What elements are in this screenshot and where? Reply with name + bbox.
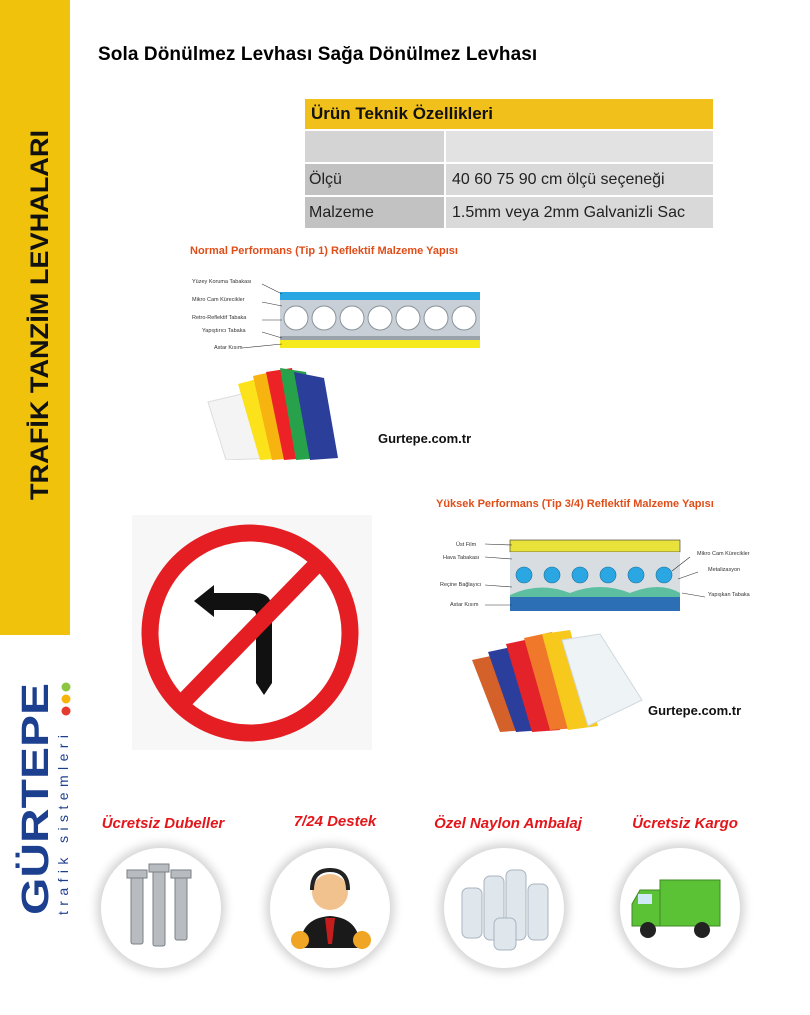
spec-key: Ölçü (305, 164, 446, 195)
reflective-sheet-samples (198, 362, 358, 460)
spec-value (446, 131, 713, 162)
normal-performance-title: Normal Performans (Tip 1) Reflektif Malzeme Yapısı (190, 245, 458, 257)
spec-row (305, 195, 713, 228)
anchor-bolts-icon (101, 848, 221, 968)
plastic-rolls-icon (444, 848, 564, 968)
layer-label: Astar Kısım (450, 602, 479, 608)
svg-text:TRAFİK TANZİM LEVHALARI: TRAFİK TANZİM LEVHALARI (26, 158, 54, 500)
logo-dot-green (62, 683, 71, 692)
page-title: Sola Dönülmez Levhası Sağa Dönülmez Levhası (98, 44, 538, 65)
spec-key: Malzeme (305, 197, 446, 228)
feature-label: Ücretsiz Dubeller (101, 815, 225, 832)
site-link[interactable]: Gurtepe.com.tr (648, 703, 742, 718)
feature-label: 7/24 Destek (293, 813, 377, 830)
layer-label: Astar Kısım (214, 345, 243, 351)
spec-row (305, 129, 713, 162)
layer-label: Mikro Cam Kürecikler (192, 297, 245, 303)
spec-table (305, 99, 713, 228)
layer-label: Yapıştırıcı Tabaka (202, 328, 246, 334)
spec-value: 40 60 75 90 cm ölçü seçeneği (446, 164, 713, 195)
feature-dubeller (101, 848, 221, 968)
layer-label: Mikro Cam Kürecikler (697, 551, 750, 557)
layer-label: Üst Film (456, 542, 477, 548)
logo-brand: GÜRTEPE (15, 731, 57, 915)
support-agent-icon (270, 848, 390, 968)
prismatic-sheet-samples (470, 630, 650, 732)
layer-label: Retro-Reflektif Tabaka (192, 315, 247, 321)
spec-key (305, 131, 446, 162)
layer-label: Metalizasyon (708, 567, 741, 573)
logo-dot-red (62, 707, 71, 716)
brand-logo (10, 675, 72, 920)
high-performance-title: Yüksek Performans (Tip 3/4) Reflektif Malzeme Yapısı (436, 498, 714, 510)
delivery-truck-icon (620, 848, 740, 968)
feature-label: Ücretsiz Kargo (632, 815, 738, 832)
layer-label: Hava Tabakası (443, 555, 480, 561)
feature-destek (270, 848, 390, 968)
layer-label: Yüzey Koruma Tabakası (192, 279, 252, 285)
logo-dot-yellow (62, 695, 71, 704)
spec-value: 1.5mm veya 2mm Galvanizli Sac (446, 197, 713, 228)
no-left-turn-sign (132, 515, 372, 750)
side-banner-text (0, 0, 70, 635)
layer-label: Reçine Bağlayıcı (440, 582, 482, 588)
feature-ambalaj (444, 848, 564, 968)
site-link[interactable]: Gurtepe.com.tr (378, 431, 472, 446)
spec-table-header: Ürün Teknik Özellikleri (305, 99, 713, 129)
feature-kargo (620, 848, 740, 968)
logo-tagline: trafik sistemleri (55, 735, 71, 915)
layer-label: Yapışkan Tabaka (708, 592, 750, 598)
spec-row (305, 162, 713, 195)
feature-label: Özel Naylon Ambalaj (434, 815, 582, 832)
